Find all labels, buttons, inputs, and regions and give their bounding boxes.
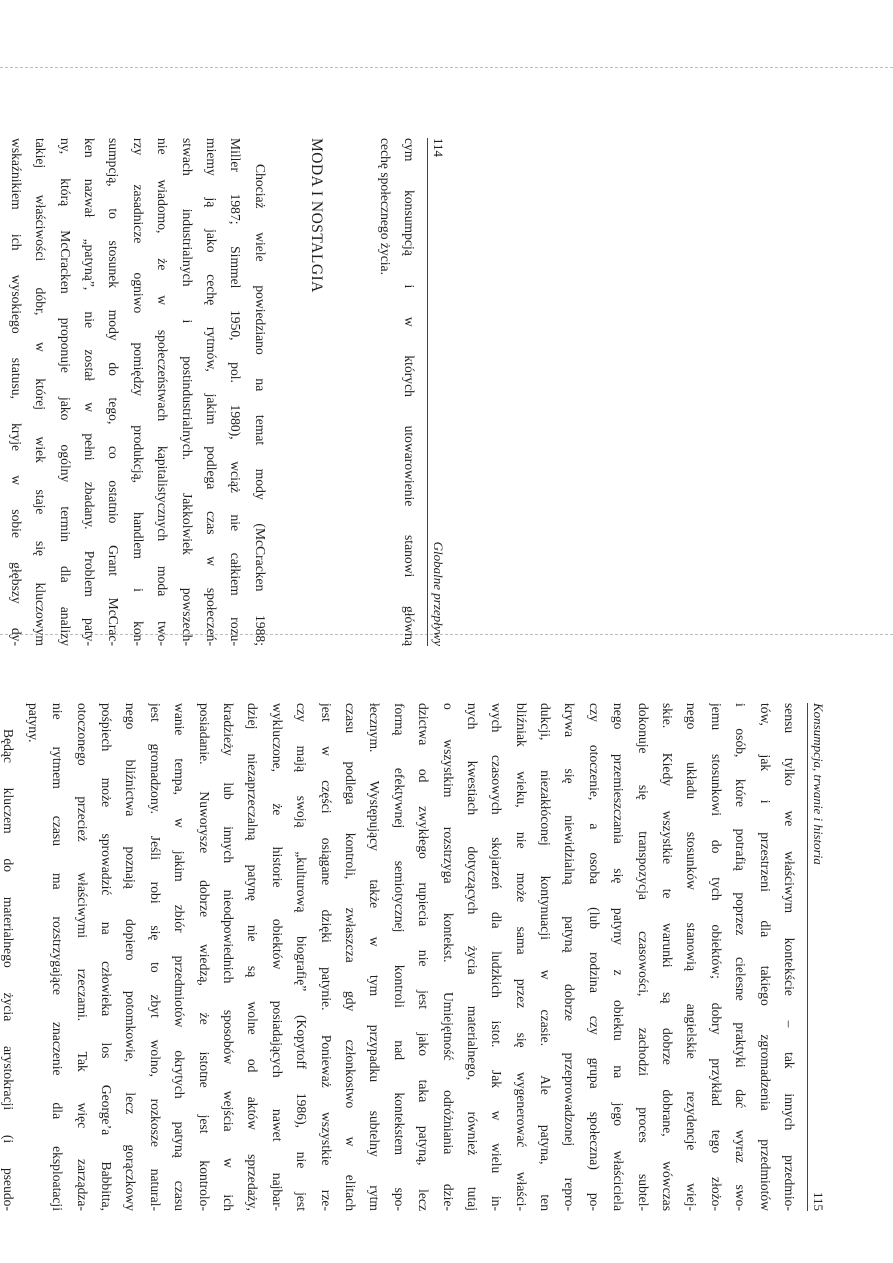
text-line: nego przemieszczania się patyny z obiektu na jego właściciela xyxy=(611,703,627,1211)
text-line: ny, którą McCracken proponuje jako ogólny termin dla analizy xyxy=(57,138,73,646)
right-running-title: Konsumpcja, trwanie i historia xyxy=(811,703,826,865)
text-line: cechę społecznego życia. xyxy=(377,138,393,275)
text-line: łecznym. Występujący także w tym przypadku subtelny rytm xyxy=(367,703,383,1211)
text-line: miemy ją jako cechę rytmów, jakim podlega czas w społeczeń- xyxy=(204,138,220,646)
text-line: krywa się niewidzialną patyną dobrze przeprowadzonej repro- xyxy=(562,703,578,1211)
text-line: Miller 1987; Simmel 1950, pol. 1980), wciąż nie całkiem rozu- xyxy=(228,138,244,646)
text-line: wykluczone, że historie obiektów posiadających nawet najbar- xyxy=(269,703,285,1211)
text-line: nie rytmem czasu ma rozstrzygające znaczenie dla eksploatacji xyxy=(50,703,66,1211)
left-running-title: Globalne przepływy xyxy=(431,541,446,646)
text-line: nego bliźnictwa poznają dopiero potomkowie, lecz gorączkowy xyxy=(123,703,139,1211)
text-line xyxy=(0,138,4,646)
right-running-head xyxy=(807,703,826,1211)
text-line: o wszystkim rozstrzyga kontekst. Umiejętność odróżniania dzie- xyxy=(440,703,456,1211)
text-line: tów, jak i przestrzeni dla takiego zgromadzenia przedmiotów xyxy=(757,703,773,1211)
text-line: stwach industrialnych i postindustrialnych. Jakkolwiek powszech- xyxy=(179,138,195,646)
left-body-text xyxy=(0,138,272,646)
text-line: czy otoczenie, a osoba (lub rodzina czy grupa społeczna) po- xyxy=(586,703,602,1211)
text-line: rzy zasadnicze ogniwo pomiędzy produkcją, handlem i kon- xyxy=(130,138,146,646)
text-line: ken nazwał „patyną”, nie został w pełni zbadany. Problem paty- xyxy=(82,138,98,646)
text-line: pośpiech może sprowadzić na człowieka los George’a Babbitta, xyxy=(99,703,115,1211)
text-line: takiej właściwości dóbr, w której wiek staje się kluczowym xyxy=(33,138,49,646)
text-line: dzictwa od zwykłego rupiecia nie jest jako taka patyną, lecz xyxy=(416,703,432,1211)
text-line: jemu stosunkowi do tych obiektów; dobry przykład tego złożo- xyxy=(708,703,724,1211)
text-line: kradzieży lub innych nieodpowiednich sposobów wejścia w ich xyxy=(221,703,237,1211)
text-line: nych kwestiach dotyczących życia materialnego, również tutaj xyxy=(464,703,480,1211)
text-line: czy mają swoją „kulturową biografię” (Kopytoff 1986), nie jest xyxy=(294,703,310,1211)
section-title: MODA I NOSTALGIA xyxy=(308,138,326,293)
text-line: wskaźnikiem ich wysokiego statusu, kryje w sobie głębszy dy- xyxy=(8,138,24,646)
text-line: wanie tempa, w jakim zbiór przedmiotów okrytych patyną czasu xyxy=(172,703,188,1211)
text-line: patyny. xyxy=(25,703,41,743)
text-line: jest gromadzony. Jeśli robi się to zbyt wolno, rozkosze natural- xyxy=(147,703,163,1211)
text-line: skie. Kiedy wszystkie te warunki są dobrze dobrane, wówczas xyxy=(660,703,676,1211)
right-body-text xyxy=(20,703,801,1211)
text-line: dukcji, niezakłóconej kontynuacji w czasie. Ale patyna, ten xyxy=(538,703,554,1211)
right-body-text-2 xyxy=(0,703,20,1211)
left-page xyxy=(0,138,446,646)
left-running-head xyxy=(427,138,446,646)
right-page xyxy=(1,703,826,1211)
text-line: Będąc kluczem do materialnego życia arystokracji (i pseudo- xyxy=(1,729,17,1211)
text-line: cym konsumpcją i w których utowarowienie stanowi główną xyxy=(402,138,417,646)
text-line: posiadanie. Nuworysze dobrze wiedzą, że istotne jest kontrolo- xyxy=(196,703,212,1211)
text-line: dziej niezaprzeczalną patynę nie są wolne od aktów sprzedaży, xyxy=(245,703,261,1211)
text-line: sensu tylko we właściwym kontekście – tak innych przedmio- xyxy=(782,703,797,1211)
left-carryover-text xyxy=(372,138,421,646)
text-line: Chociaż wiele powiedziano na temat mody (McCracken 1988; xyxy=(252,164,268,646)
text-line: czasu podlega kontroli, zwłaszcza gdy członkostwo w elitach xyxy=(342,703,358,1211)
right-page-number: 115 xyxy=(811,1191,826,1211)
text-line: nie wiadomo, że w społeczeństwach kapitalistycznych moda two- xyxy=(155,138,171,646)
text-line: jest w części osiągane dzięki patynie. Ponieważ wszystkie rze- xyxy=(318,703,334,1211)
text-line: sumpcją, to stosunek mody do tego, co ostatnio Grant McCrac- xyxy=(106,138,122,646)
left-page-number: 114 xyxy=(431,138,446,158)
text-line: otoczonego przecież właściwymi rzeczami. Tak więc zarządza- xyxy=(74,703,90,1211)
text-line: wych czasowych skojarzeń dla ludzkich istot. Jak w wielu in- xyxy=(489,703,505,1211)
text-line: nego układu stosunków stanowią angielskie rezydencje wiej- xyxy=(684,703,700,1211)
text-line: dokonuje się transpozycja czasowości, zachodzi proces subtel- xyxy=(635,703,651,1211)
text-line: i osób, które potrafią poprzez cielesne praktyki dać wyraz swo- xyxy=(733,703,749,1211)
text-line: formą efektywnej semiotycznej kontroli nad kontekstem spo- xyxy=(391,703,407,1211)
scan-artifact-line xyxy=(0,67,893,68)
text-line: bliźniak wieku, nie może sama przez się wygenerować właści- xyxy=(513,703,529,1211)
